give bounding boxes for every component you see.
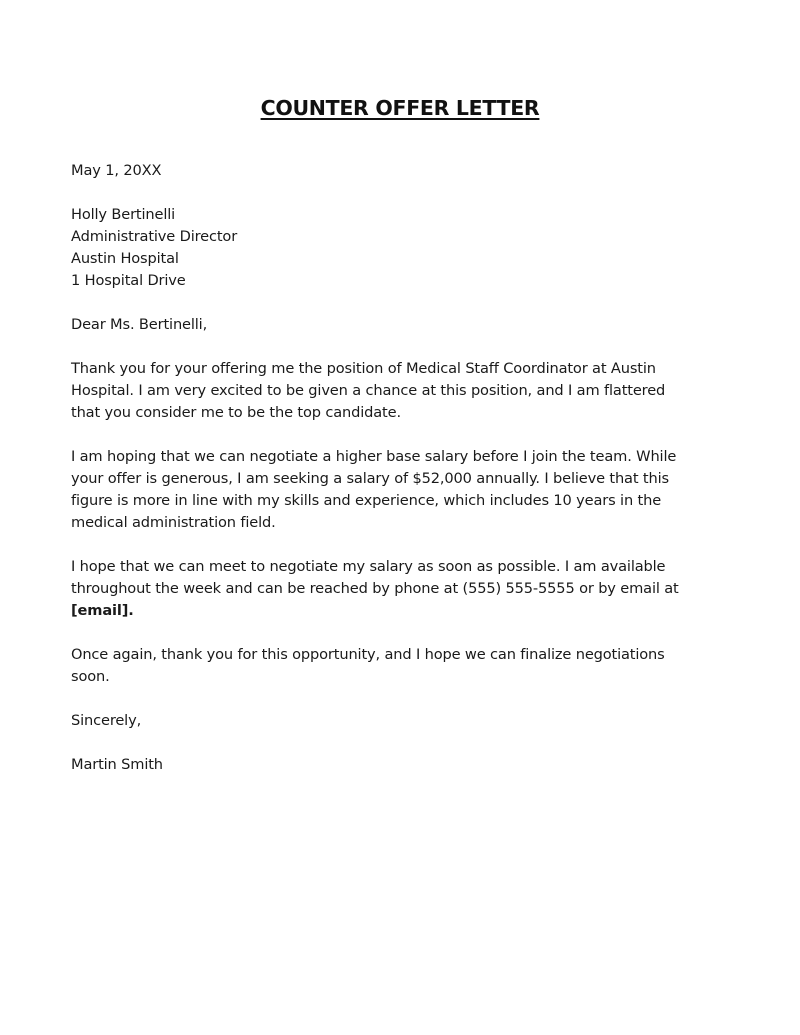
recipient-name: Holly Bertinelli [71,206,176,223]
paragraph-line: throughout the week and can be reached by phone at (555) 555-5555 or by email at [71,580,679,597]
paragraph-closing-thanks [71,644,751,688]
date-text: May 1, 20XX [71,162,162,179]
closing-text: Sincerely, [71,712,142,729]
email-placeholder: [email]. [71,602,134,619]
salutation [71,314,751,336]
signature-name: Martin Smith [71,756,163,773]
paragraph-line: medical administration field. [71,514,276,531]
letter-title: COUNTER OFFER LETTER [260,96,540,120]
recipient-address: 1 Hospital Drive [71,272,186,289]
paragraph-salary-request [71,446,751,534]
paragraph-line: your offer is generous, I am seeking a salary of $52,000 annually. I believe that this [71,470,669,487]
paragraph-offer-thanks [71,358,751,424]
signature [71,754,751,776]
paragraph-line: I am hoping that we can negotiate a higher base salary before I join the team. While [71,448,677,465]
letter-date [71,160,751,182]
salutation-text: Dear Ms. Bertinelli, [71,316,208,333]
paragraph-line: that you consider me to be the top candidate. [71,404,401,421]
recipient-organization: Austin Hospital [71,250,179,267]
recipient-position: Administrative Director [71,228,238,245]
closing [71,710,751,732]
paragraph-line: Hospital. I am very excited to be given a chance at this position, and I am flattered [71,382,666,399]
letter-body [71,160,751,776]
paragraph-line: Once again, thank you for this opportunity, and I hope we can finalize negotiations [71,646,665,663]
paragraph-contact [71,556,751,622]
paragraph-line: Thank you for your offering me the position of Medical Staff Coordinator at Austin [71,360,656,377]
paragraph-line: I hope that we can meet to negotiate my salary as soon as possible. I am available [71,558,666,575]
recipient-address-block [71,204,751,292]
paragraph-line: figure is more in line with my skills and experience, which includes 10 years in the [71,492,662,509]
paragraph-line: soon. [71,668,110,685]
